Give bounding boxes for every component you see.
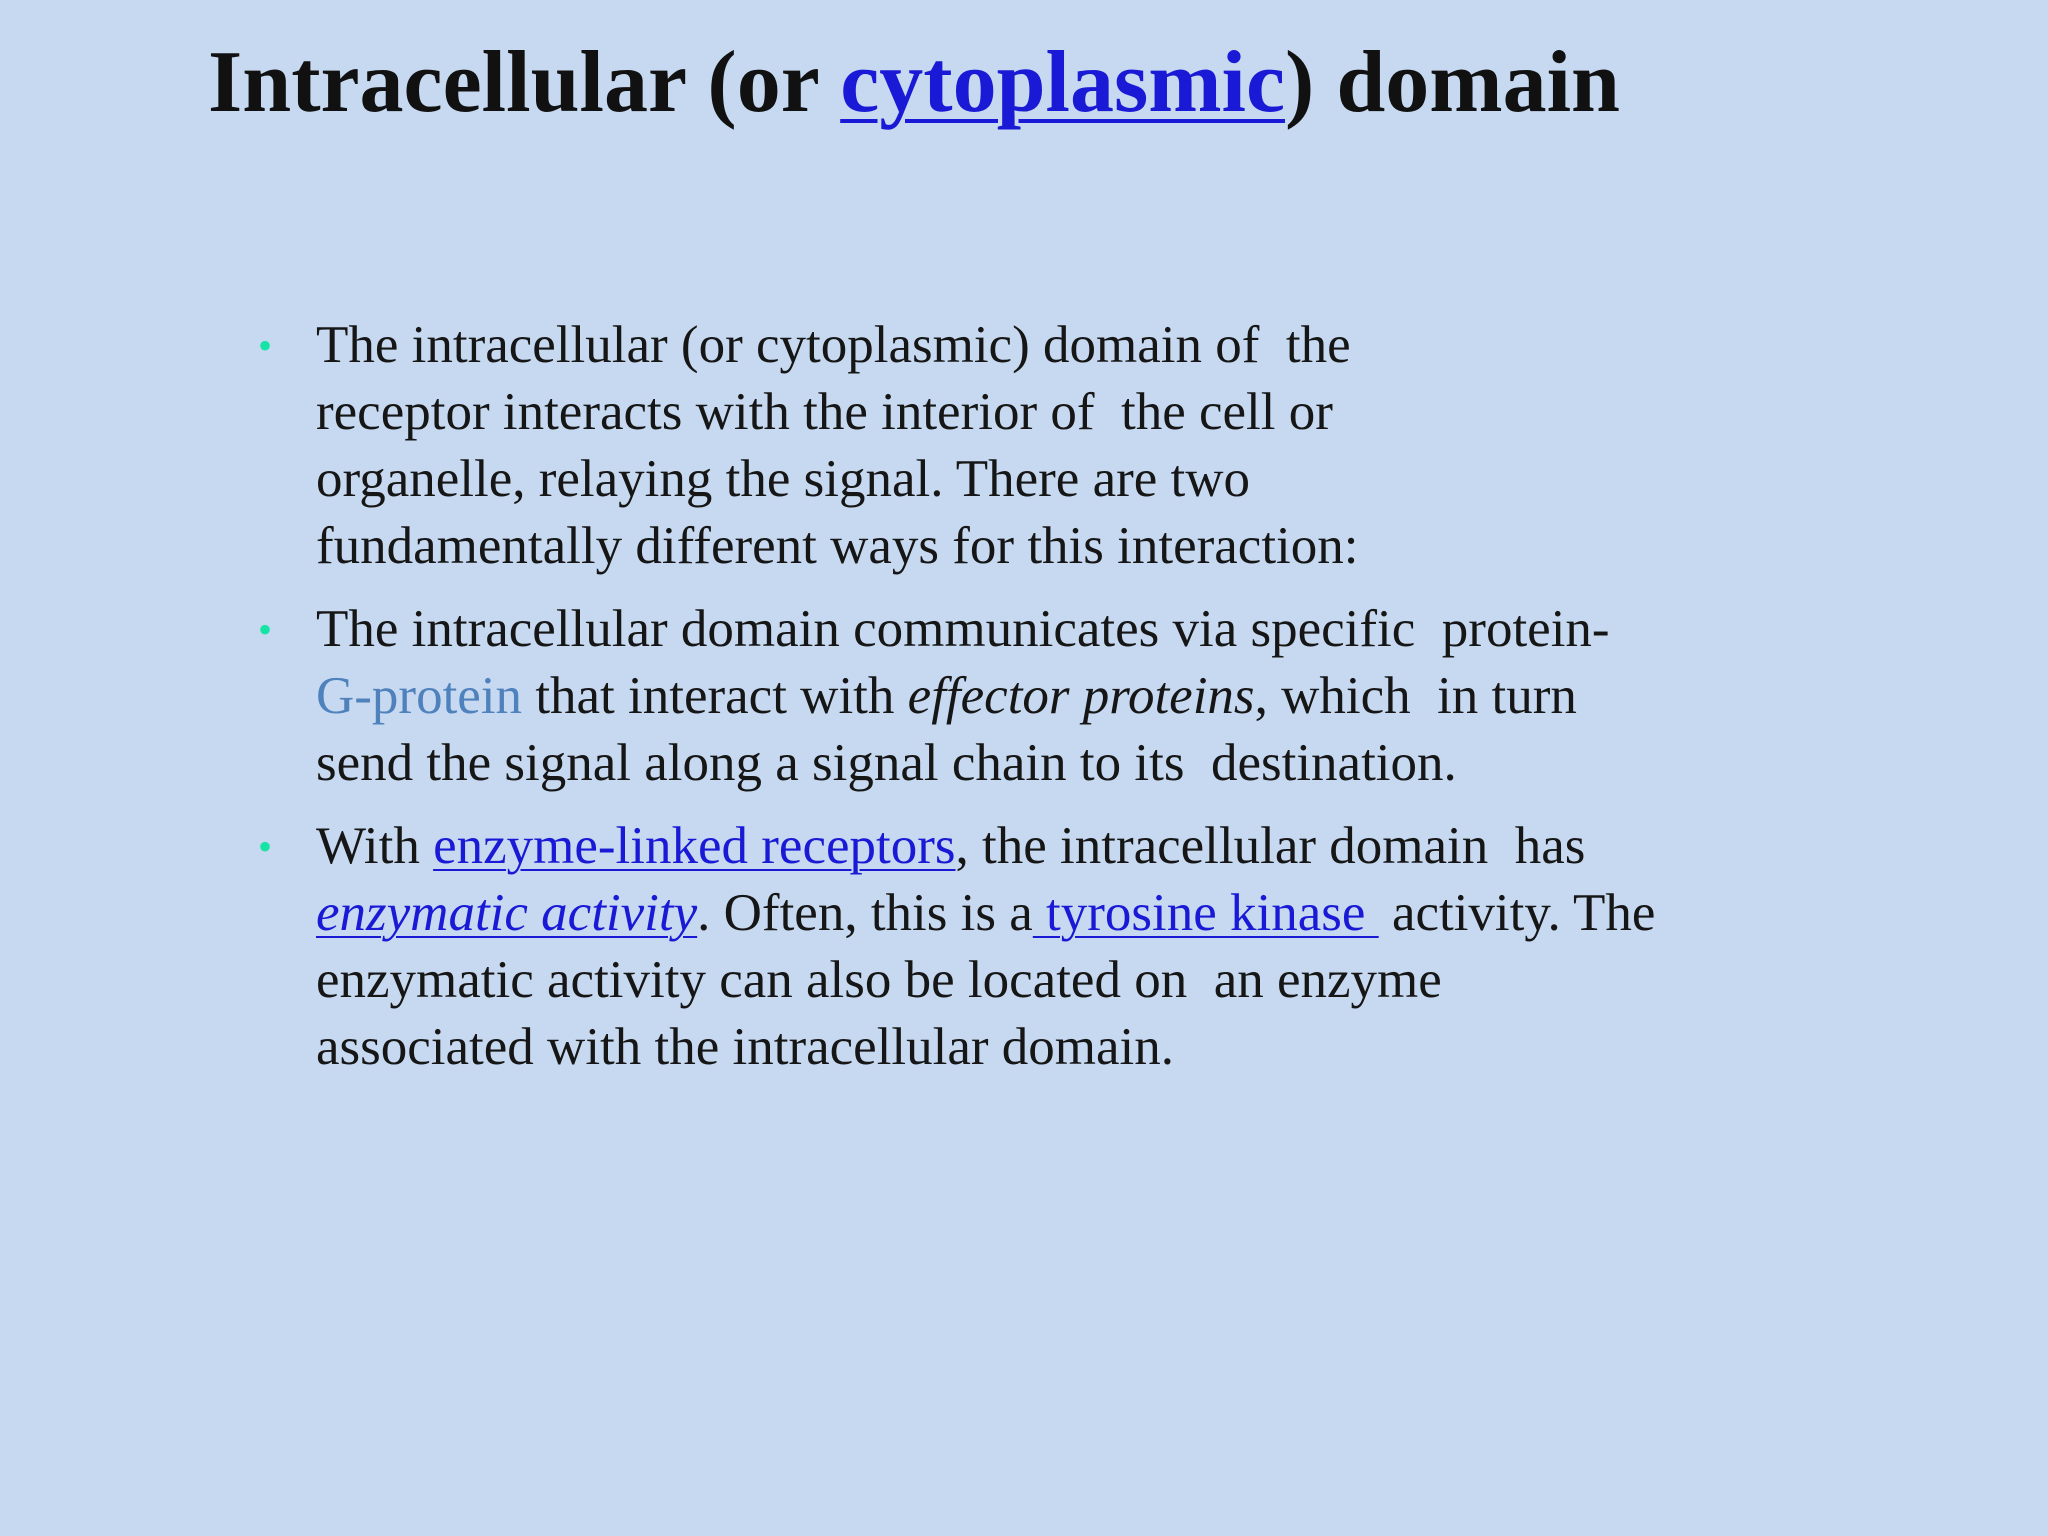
title-text-end: ) domain xyxy=(1285,34,1620,131)
bullet-1-line-2: receptor interacts with the interior of the cell or xyxy=(316,383,1333,441)
bullet-3-line-1 xyxy=(316,813,1732,880)
bullet-1-line-4: fundamentally different ways for this interaction: xyxy=(316,517,1359,575)
bullet-3-line-2-end: activity. The xyxy=(1378,884,1656,942)
bullet-1-line-3: organelle, relaying the signal. There are two xyxy=(316,450,1251,508)
bullet-dot-icon: • xyxy=(258,607,273,652)
effector-proteins-text: effector proteins xyxy=(907,667,1255,725)
tyrosine-kinase-link[interactable]: tyrosine kinase xyxy=(1032,884,1379,942)
cytoplasmic-link[interactable]: cytoplasmic xyxy=(840,34,1286,131)
bullet-3-line-2-mid: . Often, this is a xyxy=(697,884,1033,942)
bullet-3-line-2 xyxy=(316,880,1732,947)
bullet-1-line-1: The intracellular (or cytoplasmic) domain of the xyxy=(316,316,1351,374)
bullet-list xyxy=(252,312,1732,1097)
bullet-dot-icon: • xyxy=(258,323,273,368)
enzymatic-activity-link[interactable]: enzymatic activity xyxy=(316,884,698,942)
enzyme-linked-receptors-link[interactable]: enzyme-linked receptors xyxy=(433,817,956,875)
slide-title xyxy=(208,28,1620,138)
bullet-2-line-1: The intracellular domain communicates via specific protein- xyxy=(316,600,1610,658)
bullet-3-line-3: enzymatic activity can also be located on an enzyme xyxy=(316,951,1442,1009)
bullet-item-3 xyxy=(252,813,1732,1081)
bullet-2-line-2-end: , which in turn xyxy=(1254,667,1577,725)
bullet-2-line-2 xyxy=(316,663,1732,730)
bullet-item-2 xyxy=(252,596,1732,797)
g-protein-text: G-protein xyxy=(316,667,523,725)
bullet-2-line-3: send the signal along a signal chain to its destination. xyxy=(316,734,1457,792)
bullet-3-line-1-end: , the intracellular domain has xyxy=(955,817,1586,875)
title-text-start: Intracellular (or xyxy=(208,34,841,131)
bullet-3-line-1-start: With xyxy=(316,817,434,875)
bullet-2-line-2-mid: that interact with xyxy=(522,667,908,725)
bullet-dot-icon: • xyxy=(258,824,273,869)
bullet-3-line-4: associated with the intracellular domain. xyxy=(316,1018,1175,1076)
bullet-item-1 xyxy=(252,312,1732,580)
